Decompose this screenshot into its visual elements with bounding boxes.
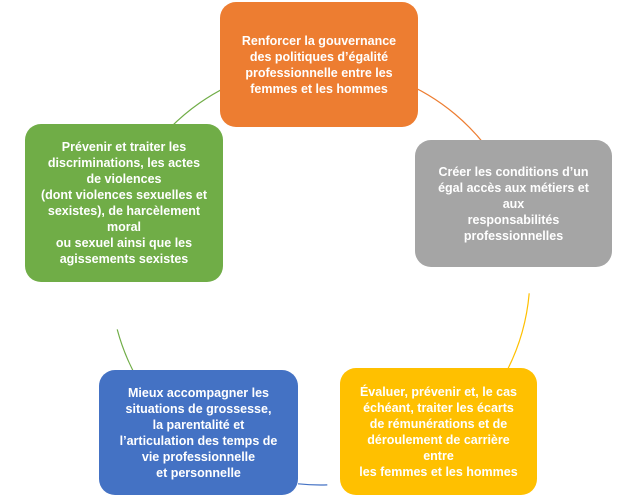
node-discrimination: [25, 124, 223, 282]
node-pay-gaps: [340, 368, 537, 495]
node-parenthood: [99, 370, 298, 495]
node-parenthood-label: Mieux accompagner les situations de grossesse, la parentalité et l’articulation des temps de vie professionnelle et personnelle: [119, 385, 278, 480]
node-governance-label: Renforcer la gouvernance des politiques d’égalité professionnelle entre les femmes et les hommes: [241, 33, 397, 96]
node-discrimination-label: Prévenir et traiter les discriminations, les actes de violences (dont violences sexuelles et sexistes), de harcèlement moral ou sexuel ainsi que les agissements sexistes: [40, 140, 208, 266]
node-equal-access: [415, 140, 612, 267]
node-governance: [220, 2, 418, 127]
node-pay-gaps-label: Évaluer, prévenir et, le cas échéant, traiter les écarts de rémunérations et de déroulement de carrière entre les femmes et les hommes: [359, 384, 518, 479]
connector-yellow-blue: [298, 484, 327, 485]
node-equal-access-label: Créer les conditions d’un égal accès aux métiers et aux responsabilités professionnelles: [438, 164, 589, 243]
